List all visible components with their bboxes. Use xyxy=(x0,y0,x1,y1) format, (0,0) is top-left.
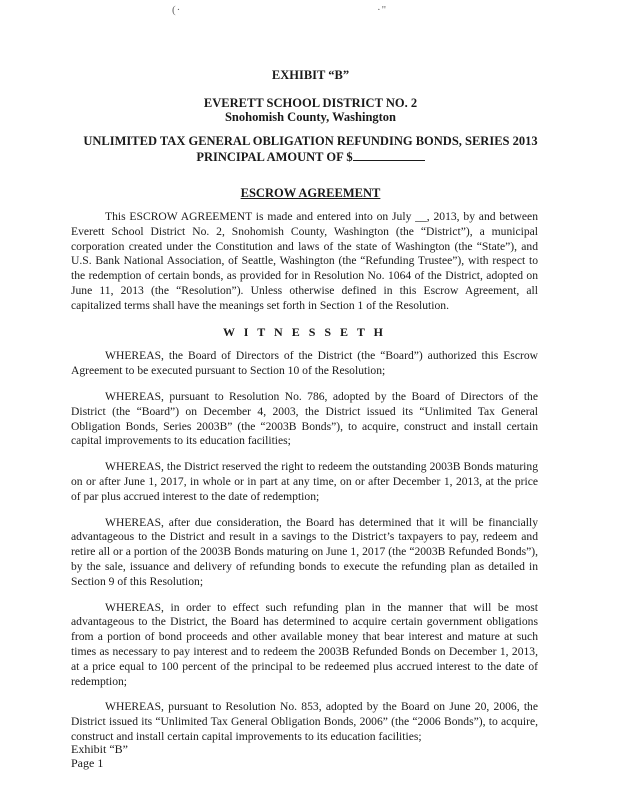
whereas-paragraph: WHEREAS, the Board of Directors of the District (the “Board”) authorized this Escrow Agreement to be executed pursuant to Section 10 of the Resolution; xyxy=(71,349,538,378)
principal-amount-blank xyxy=(353,148,425,161)
intro-paragraph: This ESCROW AGREEMENT is made and entered into on July __, 2013, by and between Everett School District No. 2, Snohomish County, Washington (the “District”), a municipal corporation created under the Constitution and laws of the state of Washington (the “State”), and U.S. Bank National Association, of Seattle, Washington (the “Refunding Trustee”), with respect to the redemption of certain bonds, as provided for in Resolution No. 1064 of the District, adopted on June 11, 2013 (the “Resolution”). Unless otherwise defined in this Escrow Agreement, all capitalized terms shall have the meanings set forth in Section 1 of the Resolution. xyxy=(71,210,538,312)
bonds-title: UNLIMITED TAX GENERAL OBLIGATION REFUNDING BONDS, SERIES 2013 xyxy=(83,134,538,148)
agreement-title: ESCROW AGREEMENT xyxy=(240,186,381,200)
footer-page-number: Page 1 xyxy=(71,756,104,770)
scan-mark-right: ·" xyxy=(377,4,388,16)
whereas-paragraph: WHEREAS, pursuant to Resolution No. 853, adopted by the Board on June 20, 2006, the District issued its “Unlimited Tax General Obligation Bonds, 2006” (the “2006 Bonds”), to acquire, construct and install certain capital improvements to its education facilities; xyxy=(71,700,538,743)
whereas-paragraph: WHEREAS, the District reserved the right to redeem the outstanding 2003B Bonds maturing on or after June 1, 2017, in whole or in part at any time, on or after December 1, 2013, at the price of par plus accrued interest to the date of redemption; xyxy=(71,460,538,503)
footer-exhibit-label: Exhibit “B” xyxy=(71,742,128,756)
scan-mark-left: (· xyxy=(172,4,182,16)
principal-amount-label: PRINCIPAL AMOUNT OF $ xyxy=(196,150,353,164)
principal-amount xyxy=(0,148,621,165)
agreement-body xyxy=(71,210,538,756)
page-footer xyxy=(71,742,128,770)
whereas-paragraph: WHEREAS, pursuant to Resolution No. 786, adopted by the Board of Directors of the District (the “Board”) on December 4, 2003, the District issued its “Unlimited Tax General Obligation Bonds, Series 2003B” (the “2003B Bonds”), to acquire, construct and install certain capital improvements to its education facilities; xyxy=(71,389,538,448)
whereas-paragraph: WHEREAS, after due consideration, the Board has determined that it will be financially advantageous to the District and result in a savings to the District’s taxpayers to pay, redeem and retire all or a portion of the 2003B Bonds maturing on June 1, 2017 (the “2003B Refunded Bonds”), by the sale, issuance and delivery of refunding bonds to execute the refunding plan as detailed in Section 9 of this Resolution; xyxy=(71,515,538,588)
district-name: EVERETT SCHOOL DISTRICT NO. 2 xyxy=(203,96,418,110)
exhibit-heading: EXHIBIT “B” xyxy=(271,68,350,82)
witnesseth-heading: W I T N E S S E T H xyxy=(223,324,386,339)
county-name: Snohomish County, Washington xyxy=(224,110,397,124)
whereas-paragraph: WHEREAS, in order to effect such refunding plan in the manner that will be most advantageous to the District, the Board has determined to acquire certain government obligations from a portion of bond proceeds and other available money that bear interest and mature at such times as necessary to pay interest and to redeem the 2003B Refunded Bonds on December 1, 2013, at a price equal to 100 percent of the principal to be redeemed plus accrued interest to the date of redemption; xyxy=(71,600,538,688)
